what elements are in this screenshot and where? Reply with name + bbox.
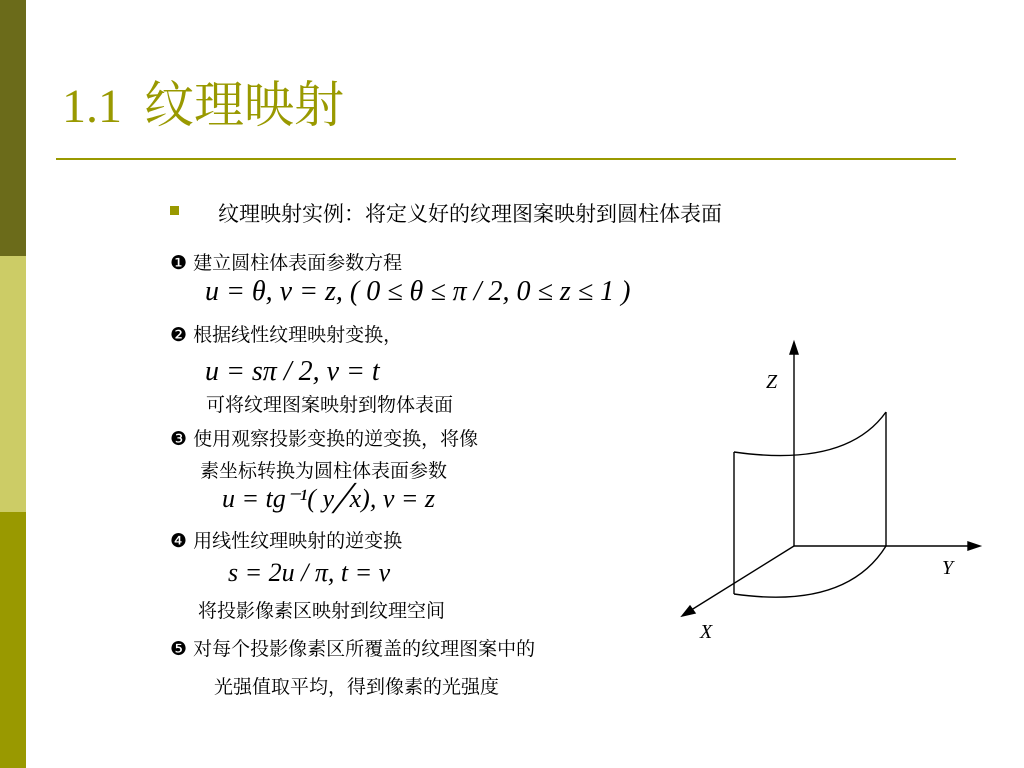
slide-title-text: 纹理映射 [144,76,344,134]
step-1-marker: ❶ [170,252,188,274]
step-3-continued: 素坐标转换为圆柱体表面参数 [200,460,448,482]
z-axis-arrowhead [790,342,798,354]
intro-text: 纹理映射实例：将定义好的纹理图案映射到圆柱体表面 [218,202,722,226]
step-4-text: 用线性纹理映射的逆变换 [193,530,403,552]
step-2-text: 根据线性纹理映射变换， [193,324,403,346]
step-3 [170,424,478,451]
cylinder-diagram [670,330,1000,660]
step-2-marker: ❷ [170,324,188,346]
step-4-marker: ❹ [170,530,188,552]
step-5-continued: 光强值取平均，得到像素的光强度 [214,676,500,698]
y-axis-arrowhead [968,542,980,550]
x-axis-arrowhead [682,606,695,616]
step-1 [170,248,402,275]
cylinder-bottom-arc [734,546,886,597]
step-2-note: 可将纹理图案映射到物体表面 [206,394,454,416]
sidebar-segment-middle [0,256,26,512]
sidebar-segment-bottom [0,512,26,768]
title-divider [56,158,956,160]
sidebar-bar [0,0,26,768]
y-axis-label: Y [942,557,954,579]
slide-title-number: 1.1 [62,80,122,133]
formula-3: u = tg⁻¹( y╱x), v = z [222,484,436,513]
step-4 [170,526,402,553]
step-5-marker: ❺ [170,638,188,660]
step-5-text: 对每个投影像素区所覆盖的纹理图案中的 [193,638,536,660]
square-bullet-icon [170,206,179,215]
step-2 [170,320,402,347]
x-axis-label: X [700,621,713,643]
x-axis-line [688,546,794,612]
z-axis-label: Z [766,371,778,393]
formula-1: u = θ, v = z, ( 0 ≤ θ ≤ π / 2, 0 ≤ z ≤ 1 ) [205,276,631,307]
step-3-marker: ❸ [170,428,188,450]
step-3-text: 使用观察投影变换的逆变换，将像 [193,428,479,450]
formula-2: u = sπ / 2, v = t [205,356,380,387]
step-1-text: 建立圆柱体表面参数方程 [193,252,403,274]
formula-4: s = 2u / π, t = v [228,558,391,587]
slide-title [62,76,344,134]
cylinder-top-arc [734,412,886,456]
step-4-note: 将投影像素区映射到纹理空间 [198,600,446,622]
step-5 [170,634,535,661]
sidebar-segment-top [0,0,26,256]
